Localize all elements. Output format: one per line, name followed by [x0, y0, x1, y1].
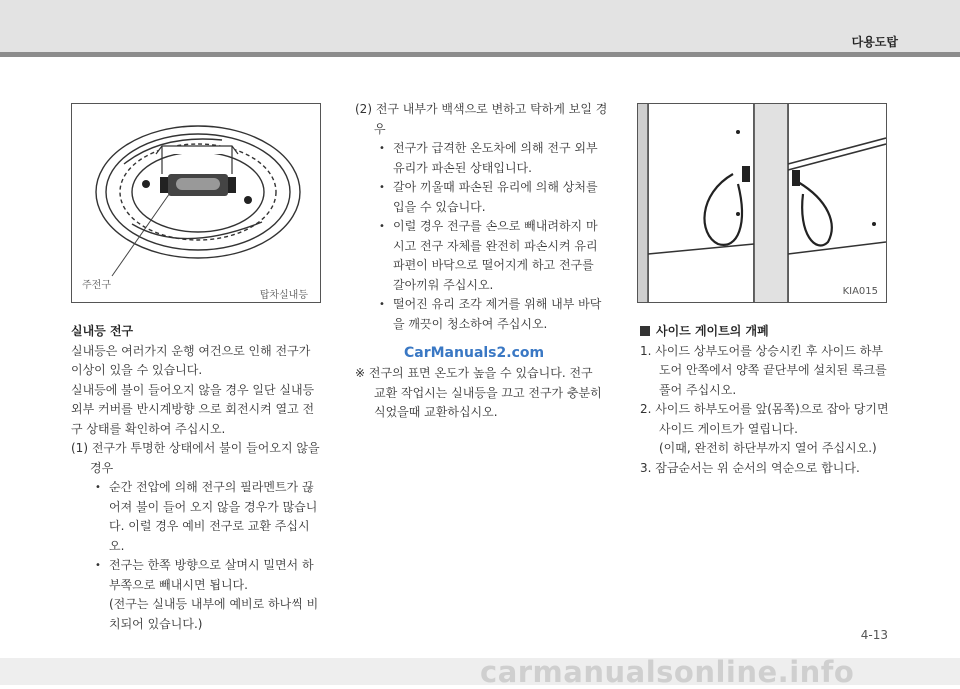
- step-paren: (이때, 완전히 하단부까지 열어 주십시오.): [659, 441, 877, 455]
- header-divider: [0, 52, 960, 57]
- square-bullet-icon: [640, 326, 650, 336]
- side-gate-illustration: [638, 104, 886, 302]
- middle-column: [355, 100, 608, 423]
- bullet-item: • 전구는 한쪽 방향으로 살며시 밀면서 하부쪽으로 빼내시면 됩니다.: [71, 556, 322, 595]
- heading-side-gate: 사이드 게이트의 개폐: [640, 322, 890, 342]
- bullet-item: • 순간 전압에 의해 전구의 필라멘트가 끊어져 불이 들어 오지 않을 경우가 많습니다. 이럴 경우 예비 전구로 교환 주십시오.: [71, 478, 322, 556]
- step-item: 2. 사이드 하부도어를 앞(몸쪽)으로 잡아 당기면 사이드 게이트가 열립니다.: [640, 402, 889, 436]
- bullet-item: • 갈아 끼울때 파손된 유리에 의해 상처를 입을 수 있습니다.: [355, 178, 608, 217]
- watermark-link[interactable]: CarManuals2.com: [404, 345, 545, 361]
- heading-interior-bulb: 실내등 전구: [71, 324, 134, 338]
- figure-right-caption: KIA015: [842, 286, 878, 297]
- paragraph: 실내등에 불이 들어오지 않을 경우 일단 실내등 외부 커버를 반시계방향 으로 회전시켜 열고 전구 상태를 확인하여 주십시오.: [71, 382, 315, 436]
- figure-left-caption: 탑차실내등: [259, 290, 308, 301]
- bullet-item: • 이럴 경우 전구를 손으로 빼내려하지 마시고 전구 자체를 완전히 파손시켜 유리 파편이 바닥으로 떨어지게 하고 전구를 갈아끼워 주십시오.: [355, 217, 608, 295]
- paragraph: 실내등은 여러가지 운행 여건으로 인해 전구가 이상이 있을 수 있습니다.: [71, 343, 311, 377]
- bullet-item: • 전구가 급격한 온도차에 의해 전구 외부 유리가 파손된 상태입니다.: [355, 139, 608, 178]
- step-item: 3. 잠금순서는 위 순서의 역순으로 합니다.: [640, 460, 860, 475]
- bulb-label: 주전구: [82, 280, 111, 291]
- left-column: [71, 322, 322, 634]
- right-column: [640, 322, 890, 478]
- list-item: (1) 전구가 투명한 상태에서 불이 들어오지 않을 경우: [71, 441, 320, 475]
- figure-side-gate: [637, 103, 887, 303]
- header-bar: [0, 0, 960, 52]
- step-item: 1. 사이드 상부도어를 상승시킨 후 사이드 하부 도어 안쪽에서 양쪽 끝단부에 설치된 록크를 풀어 주십시오.: [640, 343, 887, 397]
- footer-watermark-band: [0, 655, 960, 689]
- section-title: 다용도탑: [851, 35, 898, 49]
- caution-note: ※ 전구의 표면 온도가 높을 수 있습니다. 전구 교환 작업시는 실내등을 끄고 전구가 충분히 식었을때 교환하십시오.: [355, 366, 602, 419]
- footer-watermark[interactable]: carmanualsonline.info: [480, 655, 855, 689]
- figure-interior-lamp: [71, 103, 321, 303]
- page-number: 4-13: [860, 628, 888, 642]
- list-item: (2) 전구 내부가 백색으로 변하고 탁하게 보일 경우: [355, 102, 608, 136]
- paren-note: (전구는 실내등 내부에 예비로 하나씩 비치되어 있습니다.): [109, 597, 319, 631]
- bullet-item: • 떨어진 유리 조각 제거를 위해 내부 바닥을 깨끗이 청소하여 주십시오.: [355, 295, 608, 334]
- interior-lamp-illustration: [72, 104, 320, 302]
